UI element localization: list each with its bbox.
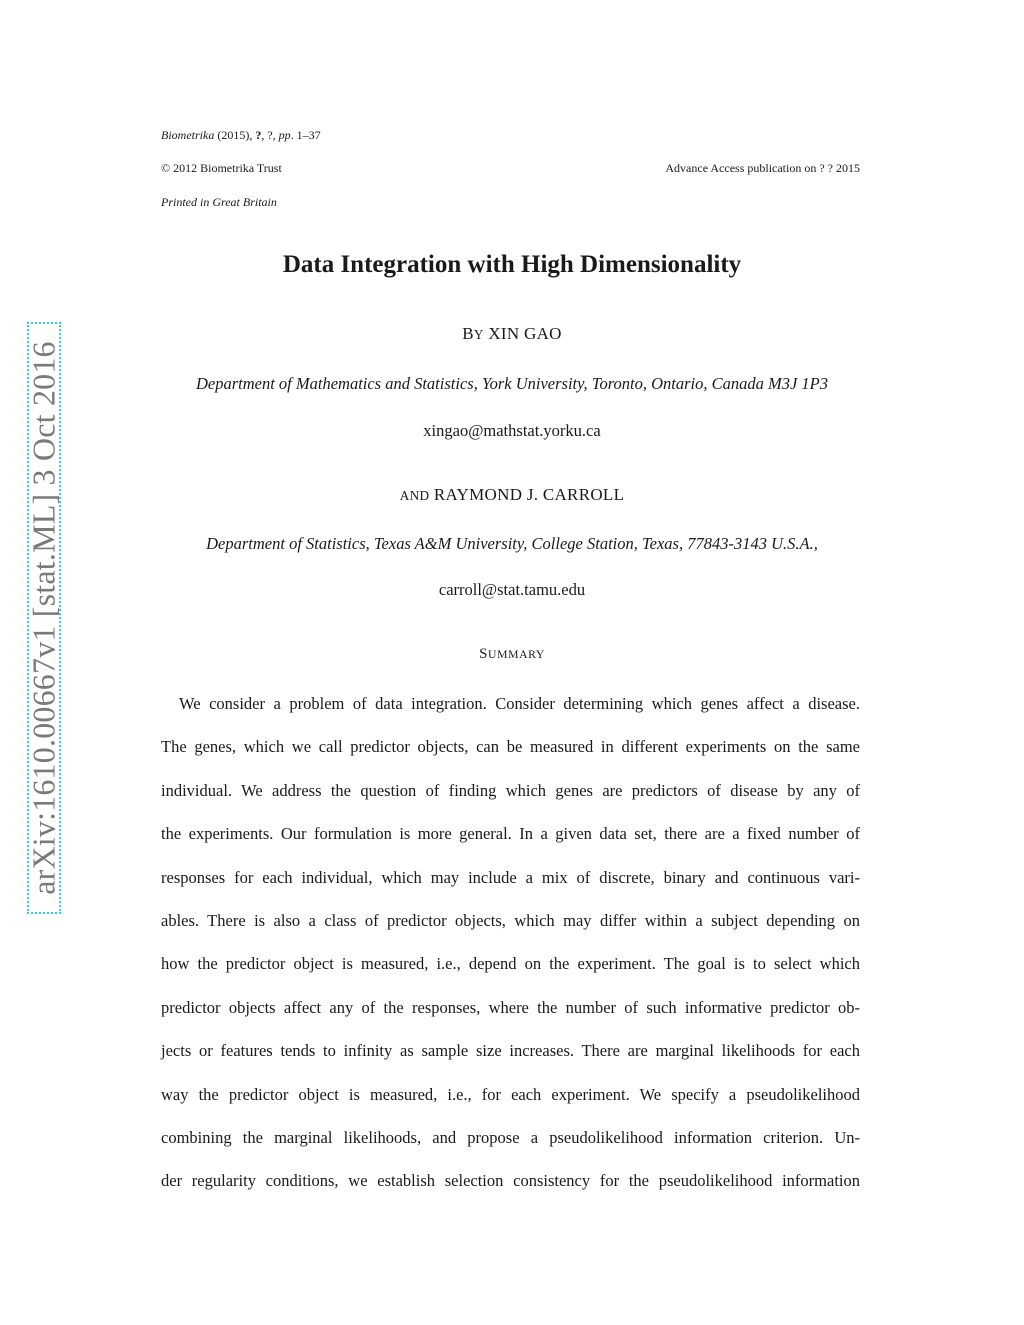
summary-line: der regularity conditions, we establish selection consistency for the pseudolikelihood information (161, 1171, 860, 1191)
journal-citation: Biometrika (2015), ?, ?, pp. 1–37 (161, 128, 321, 142)
advance-access-line: Advance Access publication on ? ? 2015 (665, 161, 860, 175)
email-1: xingao@mathstat.yorku.ca (423, 421, 601, 440)
printed-line: Printed in Great Britain (161, 195, 277, 209)
author-2: AND RAYMOND J. CARROLL (399, 485, 625, 504)
summary-line: individual. We address the question of finding which genes are predictors of disease by any of (161, 780, 860, 800)
summary-line: predictor objects affect any of the responses, where the number of such informative predictor ob- (161, 997, 860, 1017)
summary-line: responses for each individual, which may include a mix of discrete, binary and continuous vari- (161, 867, 860, 887)
summary-line: combining the marginal likelihoods, and propose a pseudolikelihood information criterion. Un- (161, 1127, 860, 1147)
summary-line: the experiments. Our formulation is more general. In a given data set, there are a fixed number of (161, 824, 860, 844)
paper-title: Data Integration with High Dimensionality (282, 251, 742, 278)
summary-line: The genes, which we call predictor objects, can be measured in different experiments on the same (161, 737, 860, 757)
email-2: carroll@stat.tamu.edu (438, 580, 586, 599)
author-1: BY XIN GAO (462, 324, 562, 343)
summary-line: ables. There is also a class of predictor objects, which may differ within a subject depending on (161, 910, 860, 930)
summary-body (161, 693, 860, 1214)
arxiv-stamp-text: arXiv:1610.00667v1 [stat.ML] 3 Oct 2016 (25, 341, 62, 895)
summary-line: We consider a problem of data integration. Consider determining which genes affect a disease. (179, 694, 860, 713)
summary-heading: SUMMARY (479, 646, 545, 662)
copyright-line: © 2012 Biometrika Trust (161, 161, 282, 175)
summary-line: jects or features tends to infinity as sample size increases. There are marginal likelihoods for each (161, 1041, 860, 1061)
arxiv-stamp (27, 322, 61, 914)
affiliation-1: Department of Mathematics and Statistics, York University, Toronto, Ontario, Canada M3J 1P3 (195, 374, 829, 393)
summary-line: how the predictor object is measured, i.e., depend on the experiment. The goal is to select which (161, 954, 860, 974)
affiliation-2: Department of Statistics, Texas A&M University, College Station, Texas, 77843-3143 U.S.A., (206, 534, 818, 553)
summary-line: way the predictor object is measured, i.e., for each experiment. We specify a pseudolikelihood (161, 1084, 860, 1104)
